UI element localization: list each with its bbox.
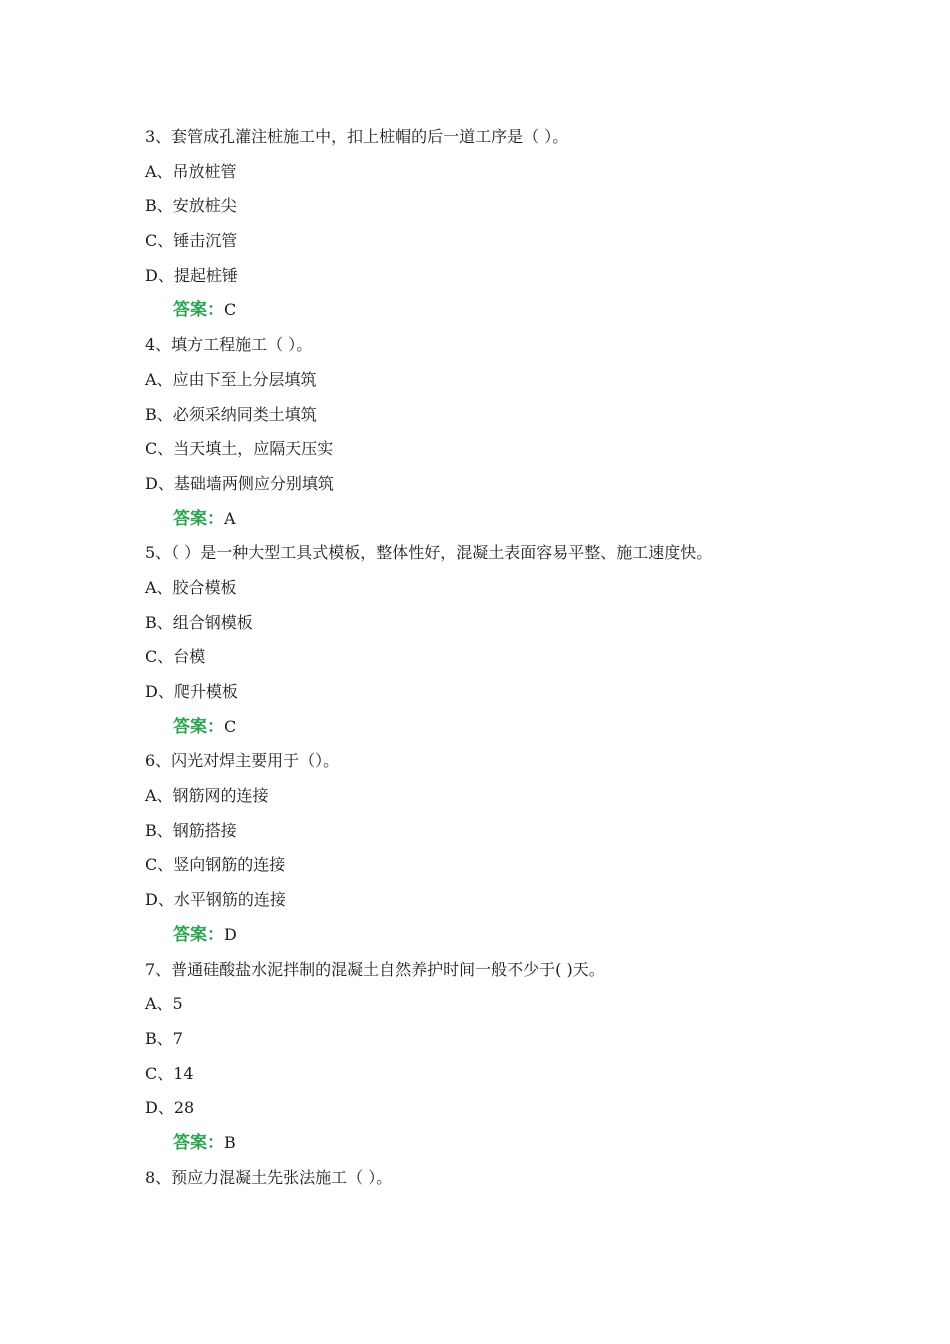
option-d: D、基础墙两侧应分别填筑 (145, 473, 334, 493)
answer-value: D (224, 924, 237, 944)
option-b: B、7 (145, 1028, 183, 1048)
option-c: C、当天填土，应隔天压实 (145, 439, 334, 459)
option-d: D、提起桩锤 (145, 265, 238, 285)
option-d: D、水平钢筋的连接 (145, 890, 286, 910)
option-c: C、竖向钢筋的连接 (145, 855, 286, 875)
option-d: D、爬升模板 (145, 682, 238, 701)
option-c: C、14 (145, 1063, 194, 1083)
option-d: D、28 (145, 1098, 195, 1118)
option-a: A、胶合模板 (145, 577, 237, 597)
answer-line (145, 1130, 905, 1165)
option-b: B、安放桩尖 (145, 196, 237, 216)
option-c: C、锤击沉管 (145, 231, 238, 251)
answer-label: 答案： (173, 508, 224, 529)
answer-value: B (224, 1132, 236, 1152)
option-b: B、组合钢模板 (145, 612, 253, 632)
option-b: B、必须采纳同类土填筑 (145, 404, 317, 424)
question-stem: 5、（ ）是一种大型工具式模板，整体性好，混凝土表面容易平整、施工速度快。 (145, 543, 713, 563)
answer-label: 答案： (173, 300, 224, 321)
answer-value: C (224, 300, 237, 320)
question-stem: 3、套管成孔灌注桩施工中，扣上桩帽的后一道工序是（ ）。 (145, 127, 569, 146)
answer-label: 答案： (173, 924, 224, 945)
question-stem: 7、普通硅酸盐水泥拌制的混凝土自然养护时间一般不少于( )天。 (145, 959, 605, 979)
answer-line (145, 506, 905, 541)
option-a: A、5 (145, 994, 183, 1014)
answer-line (145, 922, 905, 957)
option-c: C、台模 (145, 647, 206, 667)
option-a: A、钢筋网的连接 (145, 786, 269, 806)
answer-line (145, 297, 905, 332)
option-a: A、应由下至上分层填筑 (145, 369, 317, 389)
answer-line (145, 714, 905, 749)
answer-label: 答案： (173, 1132, 224, 1153)
question-stem: 6、闪光对焊主要用于（）。 (145, 751, 340, 771)
answer-value: C (224, 716, 237, 736)
answer-label: 答案： (173, 716, 224, 737)
answer-value: A (224, 508, 236, 528)
question-stem: 4、填方工程施工（ ）。 (145, 335, 313, 355)
option-a: A、吊放桩管 (145, 161, 237, 181)
question-list (145, 124, 905, 1199)
option-b: B、钢筋搭接 (145, 820, 237, 840)
question-stem: 8、预应力混凝土先张法施工（ ）。 (145, 1167, 393, 1187)
